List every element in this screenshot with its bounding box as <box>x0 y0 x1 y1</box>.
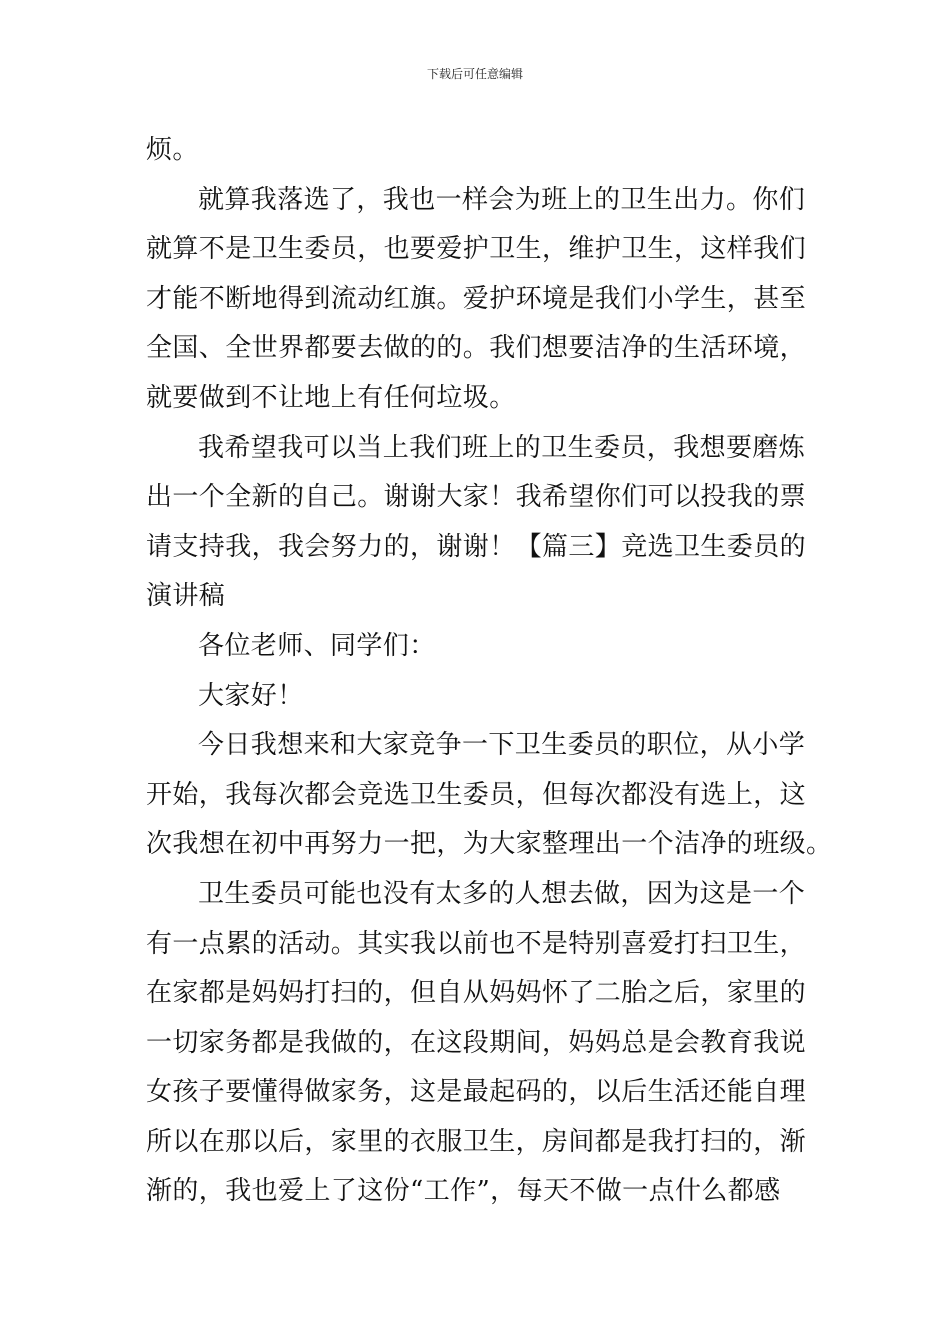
text-line: 就要做到不让地上有任何垃圾。 <box>146 382 516 413</box>
text-line: 演讲稿 <box>146 581 226 612</box>
text-line: 女孩子要懂得做家务，这是最起码的，以后生活还能自理 <box>146 1077 807 1108</box>
text-line: 全国、全世界都要去做的的。我们想要洁净的生活环境， <box>146 333 807 364</box>
document-body <box>146 126 833 1217</box>
text-line: 卫生委员可能也没有太多的人想去做，因为这是一个 <box>198 878 806 909</box>
text-line: 渐的，我也爱上了这份“工作”，每天不做一点什么都感 <box>146 1176 781 1207</box>
text-line: 所以在那以后，家里的衣服卫生，房间都是我打扫的，渐 <box>146 1126 807 1157</box>
text-line: 就算不是卫生委员，也要爱护卫生，维护卫生，这样我们 <box>146 234 807 265</box>
text-line: 大家好！ <box>198 680 304 711</box>
text-line: 有一点累的活动。其实我以前也不是特别喜爱打扫卫生， <box>146 928 807 959</box>
text-line: 请支持我，我会努力的，谢谢！【篇三】竞选卫生委员的 <box>146 531 807 562</box>
text-line: 在家都是妈妈打扫的，但自从妈妈怀了二胎之后，家里的 <box>146 978 807 1009</box>
text-line: 出一个全新的自己。谢谢大家！我希望你们可以投我的票 <box>146 482 807 513</box>
text-line: 一切家务都是我做的，在这段期间，妈妈总是会教育我说 <box>146 1027 807 1058</box>
text-line: 开始，我每次都会竞选卫生委员，但每次都没有选上，这 <box>146 779 807 810</box>
text-line: 烦。 <box>146 135 199 165</box>
text-line: 次我想在初中再努力一把，为大家整理出一个洁净的班级。 <box>146 829 833 860</box>
text-line: 今日我想来和大家竞争一下卫生委员的职位，从小学 <box>198 730 806 761</box>
text-line: 就算我落选了，我也一样会为班上的卫生出力。你们 <box>198 184 806 215</box>
page-header: 下载后可任意编辑 <box>426 67 523 81</box>
text-line: 我希望我可以当上我们班上的卫生委员，我想要磨炼 <box>198 432 806 463</box>
text-line: 才能不断地得到流动红旗。爱护环境是我们小学生，甚至 <box>146 283 807 314</box>
text-line: 各位老师、同学们： <box>198 630 436 661</box>
